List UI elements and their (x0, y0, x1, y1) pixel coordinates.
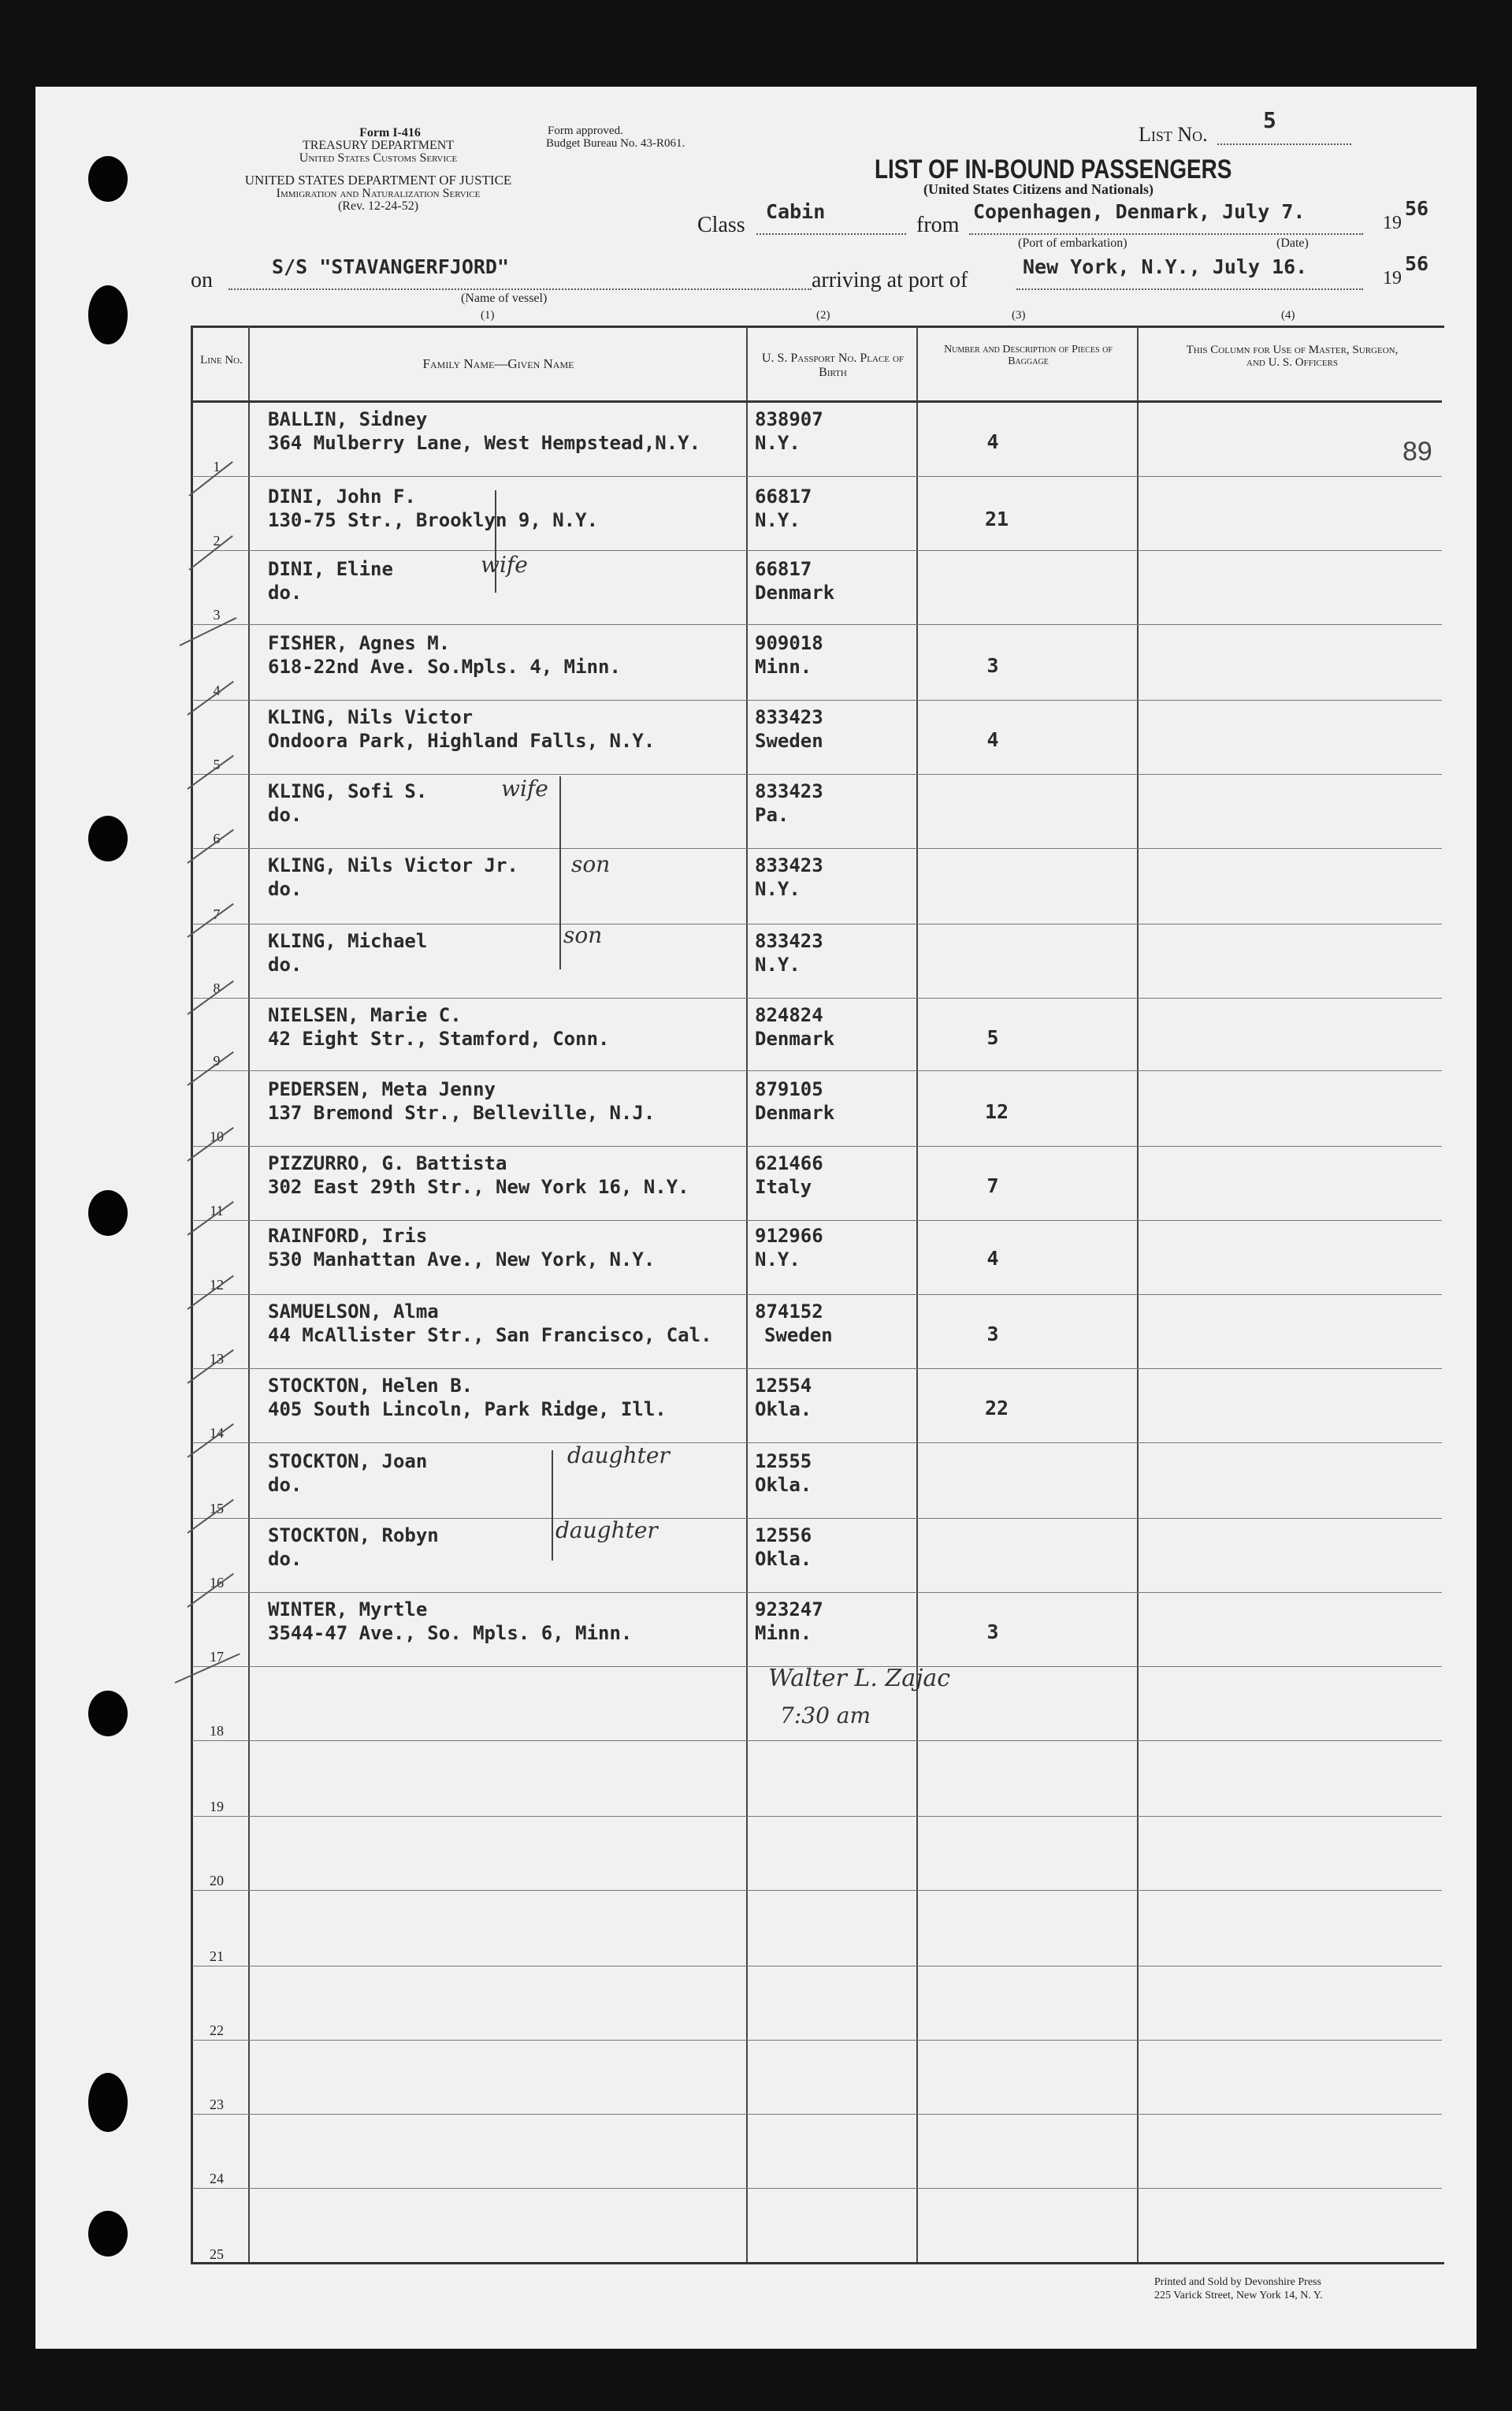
baggage-count: 3 (986, 1620, 999, 1643)
row-rule (192, 1518, 1442, 1519)
line-number: 21 (210, 1948, 224, 1964)
baggage-count: 4 (986, 430, 999, 453)
punch-hole (88, 2073, 128, 2132)
passenger-name: WINTER, Myrtle (268, 1598, 428, 1620)
passenger-name: SAMUELSON, Alma (268, 1300, 439, 1323)
line-number: 10 (210, 1129, 224, 1144)
baggage-count: 12 (984, 1100, 1009, 1123)
line-number: 20 (210, 1873, 224, 1888)
line-number: 17 (210, 1649, 224, 1665)
printer-line1: Printed and Sold by Devonshire Press (1154, 2276, 1321, 2288)
row-rule (192, 1740, 1442, 1741)
relation-note: daughter (567, 1442, 670, 1468)
place-of-birth: Minn. (755, 1622, 812, 1644)
class-label: Class (697, 213, 745, 237)
column-number-3: (3) (1012, 309, 1026, 322)
row-rule (192, 2040, 1442, 2041)
place-of-birth: Okla. (755, 1548, 812, 1570)
line-number: 2 (213, 533, 221, 549)
passenger-address: do. (268, 1548, 303, 1570)
approval-line2: Budget Bureau No. 43-R061. (546, 137, 685, 150)
passenger-address: do. (268, 878, 303, 900)
place-of-birth: Pa. (755, 804, 789, 826)
relation-note: son (563, 922, 603, 948)
passenger-name: STOCKTON, Helen B. (268, 1375, 474, 1397)
row-rule (192, 1890, 1442, 1891)
line-number: 23 (210, 2097, 224, 2112)
line-number: 3 (213, 607, 221, 623)
place-of-birth: Denmark (755, 1102, 835, 1124)
passenger-address: do. (268, 954, 303, 976)
column-number-4: (4) (1281, 309, 1295, 322)
row-rule (192, 1816, 1442, 1817)
column-number-2: (2) (816, 309, 830, 322)
passenger-address: do. (268, 582, 303, 604)
punch-hole (88, 156, 128, 202)
row-rule (192, 550, 1442, 551)
punch-hole (88, 285, 128, 344)
header-name: Family Name—Given Name (422, 356, 574, 371)
line-number: 14 (210, 1425, 224, 1441)
row-rule (192, 1220, 1442, 1221)
row-rule (192, 2188, 1442, 2189)
from-value: Copenhagen, Denmark, July 7. (973, 200, 1306, 223)
place-of-birth: Sweden (755, 730, 823, 752)
form-service: United States Customs Service (299, 151, 458, 165)
signature-time: 7:30 am (780, 1702, 871, 1728)
row-rule (192, 1368, 1442, 1369)
from-label: from (916, 213, 960, 237)
year-prefix-1: 19 (1383, 213, 1402, 233)
list-label: List No. (1139, 123, 1208, 146)
passenger-name: DINI, John F. (268, 486, 416, 508)
from-underline (969, 233, 1363, 235)
passenger-address: 364 Mulberry Lane, West Hempstead,N.Y. (268, 432, 701, 454)
margin-number: 89 (1402, 437, 1432, 467)
place-of-birth: N.Y. (755, 1248, 801, 1271)
line-number: 8 (213, 980, 221, 996)
row-rule (192, 774, 1442, 775)
passenger-name: KLING, Nils Victor (268, 706, 474, 728)
date-caption: (Date) (1276, 236, 1309, 250)
baggage-count: 5 (986, 1026, 999, 1049)
on-label: on (191, 268, 213, 292)
punch-hole (88, 816, 128, 861)
line-number: 6 (213, 831, 221, 846)
passport-number: 838907 (755, 408, 823, 430)
line-number: 25 (210, 2246, 224, 2262)
list-no-underline (1217, 143, 1351, 145)
passport-number: 879105 (755, 1078, 823, 1100)
passport-number: 874152 (755, 1300, 823, 1323)
header-line-no: Line No. (200, 354, 243, 366)
row-rule (192, 700, 1442, 701)
passenger-address: do. (268, 804, 303, 826)
baggage-count: 4 (986, 1247, 999, 1270)
passport-number: 909018 (755, 632, 823, 654)
header-passport: U. S. Passport No. Place of Birth (761, 352, 905, 379)
relation-note: wife (501, 776, 548, 802)
passenger-name: STOCKTON, Robyn (268, 1524, 439, 1546)
arrival-value: New York, N.Y., July 16. (1023, 255, 1308, 278)
vessel-underline (228, 288, 812, 290)
year-1: 56 (1405, 197, 1429, 220)
passport-number: 12556 (755, 1524, 812, 1546)
passenger-address: 137 Bremond Str., Belleville, N.J. (268, 1102, 656, 1124)
passport-number: 833423 (755, 930, 823, 952)
row-rule (192, 1592, 1442, 1593)
line-number: 7 (213, 906, 221, 922)
place-of-birth: Minn. (755, 656, 812, 678)
passenger-address: 302 East 29th Str., New York 16, N.Y. (268, 1176, 689, 1198)
line-number: 4 (213, 683, 221, 698)
line-number: 9 (213, 1053, 221, 1069)
vessel-caption: (Name of vessel) (461, 292, 548, 305)
approval-line1: Form approved. (548, 125, 623, 137)
passenger-name: KLING, Nils Victor Jr. (268, 854, 518, 876)
passport-number: 621466 (755, 1152, 823, 1174)
place-of-birth: N.Y. (755, 954, 801, 976)
header-bottom-rule (192, 400, 1442, 403)
passport-number: 923247 (755, 1598, 823, 1620)
line-number: 16 (210, 1575, 224, 1591)
year-prefix-2: 19 (1383, 268, 1402, 288)
passenger-address: 618-22nd Ave. So.Mpls. 4, Minn. (268, 656, 621, 678)
baggage-count: 3 (986, 654, 999, 677)
passenger-address: Ondoora Park, Highland Falls, N.Y. (268, 730, 656, 752)
place-of-birth: Denmark (755, 1028, 835, 1050)
passenger-name: STOCKTON, Joan (268, 1450, 428, 1472)
row-rule (192, 924, 1442, 925)
row-rule (192, 624, 1442, 625)
line-number: 22 (210, 2022, 224, 2038)
line-number: 13 (210, 1351, 224, 1367)
passenger-name: PEDERSEN, Meta Jenny (268, 1078, 496, 1100)
relation-note: son (571, 851, 611, 877)
arrival-underline (1016, 288, 1363, 290)
year-2: 56 (1405, 252, 1429, 275)
place-of-birth: Italy (755, 1176, 812, 1198)
row-rule (192, 848, 1442, 849)
passenger-name: KLING, Michael (268, 930, 428, 952)
passport-number: 833423 (755, 854, 823, 876)
passenger-name: DINI, Eline (268, 558, 393, 580)
form-revision: (Rev. 12-24-52) (337, 199, 419, 213)
document-title: LIST OF IN-BOUND PASSENGERS (875, 154, 1232, 184)
place-of-birth: Okla. (755, 1474, 812, 1496)
place-of-birth: N.Y. (755, 509, 801, 531)
passenger-address: 530 Manhattan Ave., New York, N.Y. (268, 1248, 656, 1271)
relation-note: daughter (555, 1517, 658, 1543)
passport-number: 12554 (755, 1375, 812, 1397)
list-number: 5 (1263, 107, 1276, 133)
passenger-name: PIZZURRO, G. Battista (268, 1152, 507, 1174)
punch-hole (88, 2211, 128, 2257)
form-justice: UNITED STATES DEPARTMENT OF JUSTICE (244, 173, 512, 188)
row-rule (192, 998, 1442, 999)
passenger-address: 3544-47 Ave., So. Mpls. 6, Minn. (268, 1622, 633, 1644)
passport-number: 66817 (755, 486, 812, 508)
form-ins: Immigration and Naturalization Service (276, 187, 481, 200)
place-of-birth: Okla. (755, 1398, 812, 1420)
printer-line2: 225 Varick Street, New York 14, N. Y. (1154, 2290, 1323, 2301)
line-number: 24 (210, 2171, 224, 2186)
place-of-birth: Denmark (755, 582, 835, 604)
passport-number: 12555 (755, 1450, 812, 1472)
bracket-mark (559, 776, 561, 969)
passenger-name: FISHER, Agnes M. (268, 632, 451, 654)
class-value: Cabin (766, 200, 826, 223)
baggage-count: 4 (986, 728, 999, 751)
row-rule (192, 1146, 1442, 1147)
baggage-count: 21 (984, 508, 1009, 530)
passport-number: 833423 (755, 706, 823, 728)
arriving-label: arriving at port of (812, 268, 968, 292)
row-rule (192, 476, 1442, 477)
punch-hole (88, 1190, 128, 1236)
form-number: Form I-416 (359, 126, 421, 140)
baggage-count: 22 (984, 1397, 1009, 1419)
place-of-birth: Sweden (764, 1324, 833, 1346)
line-number: 1 (213, 459, 221, 474)
header-baggage: Number and Description of Pieces of Baggage (944, 344, 1113, 367)
row-rule (192, 1442, 1442, 1443)
line-number: 18 (210, 1723, 224, 1739)
baggage-count: 7 (986, 1174, 999, 1197)
document-subtitle: (United States Citizens and Nationals) (923, 181, 1154, 197)
passenger-name: RAINFORD, Iris (268, 1225, 428, 1247)
line-number: 15 (210, 1501, 224, 1516)
line-number: 12 (210, 1277, 224, 1293)
passenger-address: 44 McAllister Str., San Francisco, Cal. (268, 1324, 712, 1346)
passenger-table (191, 326, 1444, 2264)
passenger-address: 405 South Lincoln, Park Ridge, Ill. (268, 1398, 667, 1420)
passenger-name: KLING, Sofi S. (268, 780, 428, 802)
line-number: 11 (210, 1203, 224, 1219)
passenger-name: NIELSEN, Marie C. (268, 1004, 462, 1026)
passenger-address: do. (268, 1474, 303, 1496)
form-department: TREASURY DEPARTMENT (302, 139, 455, 152)
row-rule (192, 1294, 1442, 1295)
place-of-birth: N.Y. (755, 878, 801, 900)
row-rule (192, 1070, 1442, 1071)
passport-number: 66817 (755, 558, 812, 580)
passport-number: 833423 (755, 780, 823, 802)
passport-number: 912966 (755, 1225, 823, 1247)
passport-number: 824824 (755, 1004, 823, 1026)
header-officers: This Column for Use of Master, Surgeon, and U. S. Officers (1186, 344, 1399, 369)
passenger-name: BALLIN, Sidney (268, 408, 428, 430)
punch-hole (88, 1691, 128, 1736)
officer-signature: Walter L. Zajac (768, 1665, 951, 1692)
vessel-name: S/S "STAVANGERFJORD" (272, 255, 510, 278)
bracket-mark (552, 1450, 553, 1561)
relation-note: wife (481, 552, 528, 578)
passenger-address: 42 Eight Str., Stamford, Conn. (268, 1028, 610, 1050)
column-number-1: (1) (481, 309, 495, 322)
row-rule (192, 2114, 1442, 2115)
class-underline (756, 233, 906, 235)
place-of-birth: N.Y. (755, 432, 801, 454)
port-caption: (Port of embarkation) (1018, 236, 1127, 250)
line-number: 19 (210, 1799, 224, 1814)
passenger-address: 130-75 Str., Brooklyn 9, N.Y. (268, 509, 599, 531)
line-number: 5 (213, 757, 221, 772)
baggage-count: 3 (986, 1323, 999, 1345)
